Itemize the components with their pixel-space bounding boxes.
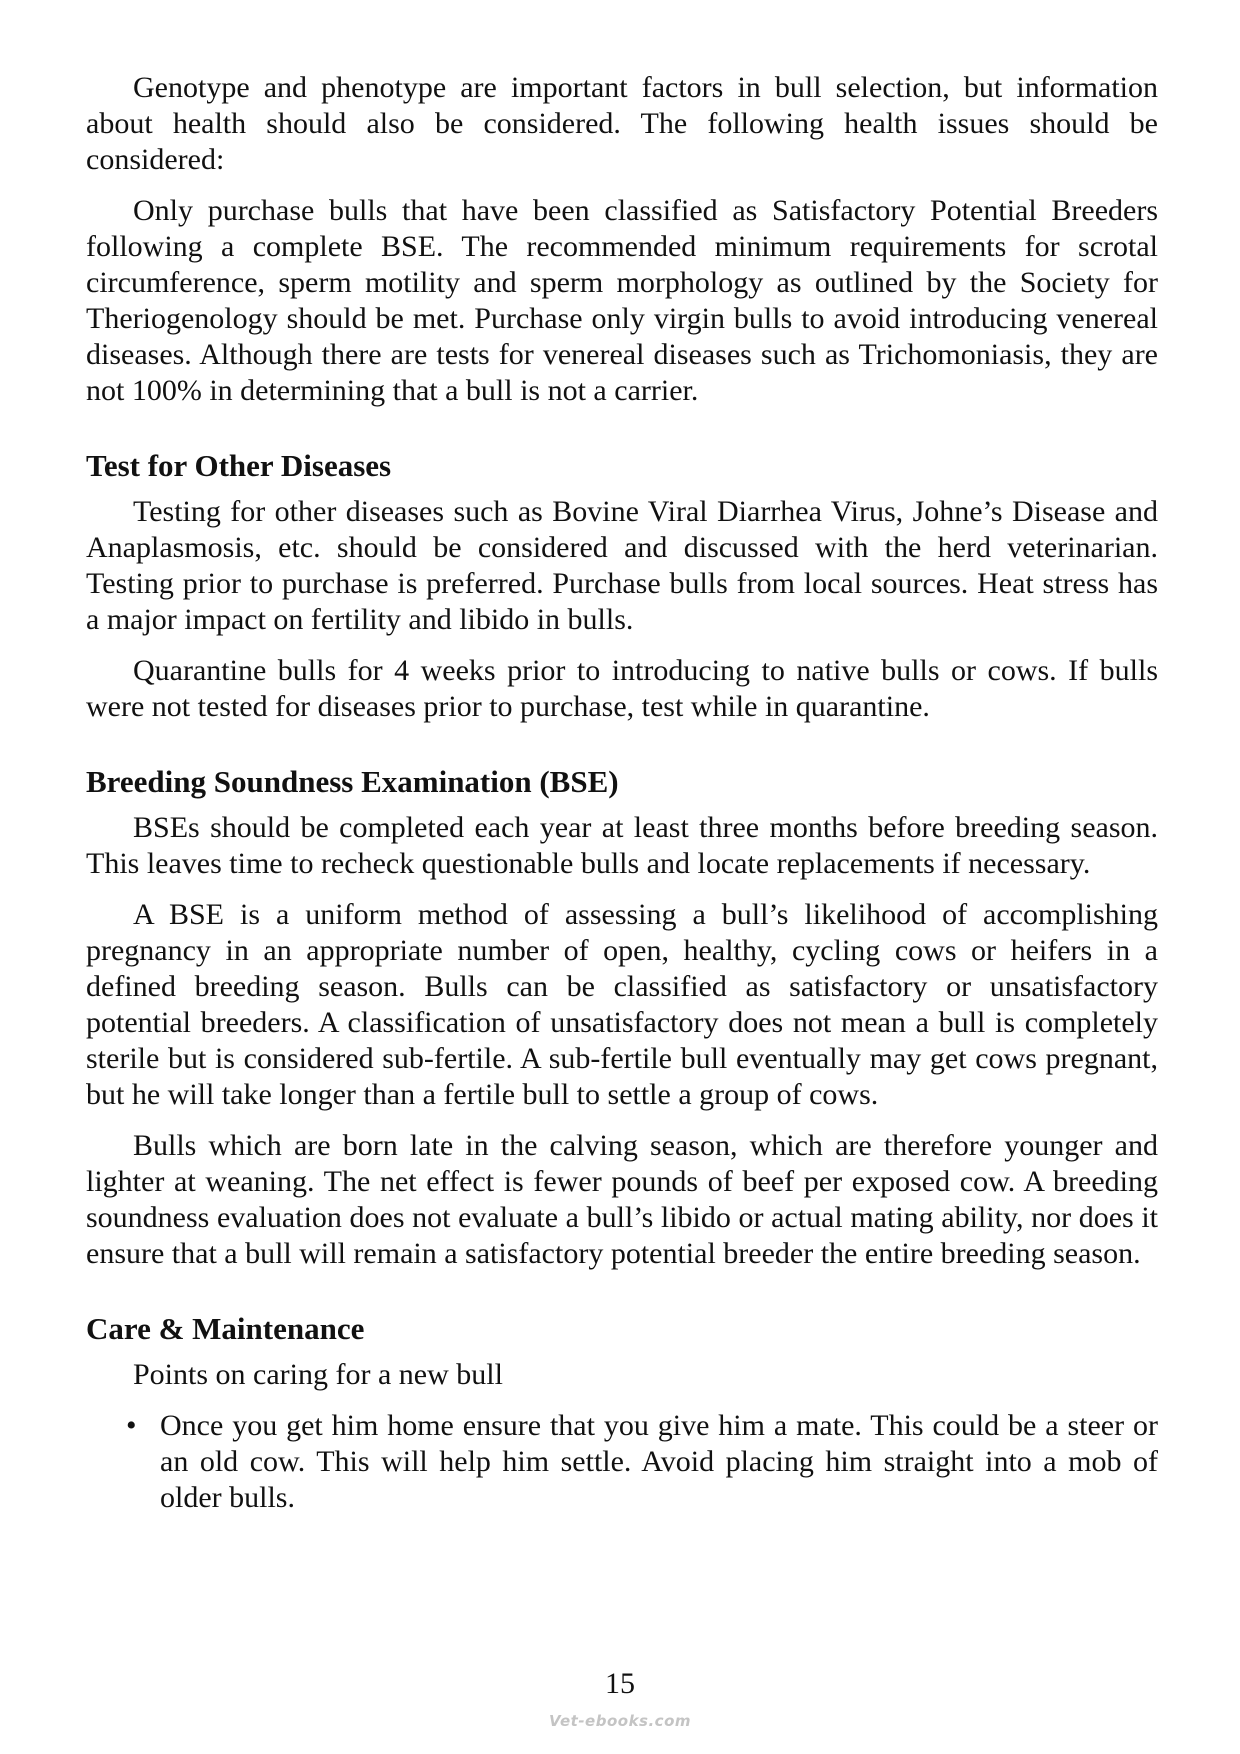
- bse-paragraph-1: BSEs should be completed each year at least three months before breeding season. This leaves time to recheck questionable bulls and locate replacements if necessary.: [86, 811, 1158, 880]
- section-heading-test-diseases: Test for Other Diseases: [86, 448, 392, 483]
- test-diseases-paragraph-1: Testing for other diseases such as Bovine Viral Diarrhea Virus, Johne’s Disease and Anaplasmosis, etc. should be considered and discussed with the herd veterinarian. Testing prior to purchase is preferred. Purchase bulls from local sources. Heat stress has a major impact on fertility and libido in bulls.: [86, 495, 1158, 636]
- bse-paragraph-3: Bulls which are born late in the calving season, which are therefore younger and lighter at weaning. The net effect is fewer pounds of beef per exposed cow. A breeding soundness evaluation does not evaluate a bull’s libido or actual mating ability, nor does it ensure that a bull will remain a satisfactory potential breeder the entire breeding season.: [86, 1129, 1158, 1270]
- section-heading-care: Care & Maintenance: [86, 1311, 365, 1346]
- page-content: [86, 70, 1158, 1516]
- care-bullet-item: [86, 1408, 1158, 1516]
- bullet-icon: •: [126, 1409, 137, 1442]
- care-bullet-list: [86, 1408, 1158, 1516]
- care-lead-text: Points on caring for a new bull: [133, 1358, 503, 1391]
- test-diseases-paragraph-2: Quarantine bulls for 4 weeks prior to introducing to native bulls or cows. If bulls were not tested for diseases prior to purchase, test while in quarantine.: [86, 654, 1158, 723]
- intro-paragraph-1: Genotype and phenotype are important factors in bull selection, but information about health should also be considered. The following health issues should be considered:: [86, 71, 1158, 176]
- section-heading-bse: Breeding Soundness Examination (BSE): [86, 764, 619, 799]
- care-bullet-text: Once you get him home ensure that you give him a mate. This could be a steer or an old cow. This will help him settle. Avoid placing him straight into a mob of older bulls.: [160, 1409, 1158, 1514]
- watermark-logo: Vet-ebooks.com: [548, 1712, 692, 1730]
- bse-paragraph-2: A BSE is a uniform method of assessing a bull’s likelihood of accomplishing pregnancy in an appropriate number of open, healthy, cycling cows or heifers in a defined breeding season. Bulls can be classified as satisfactory or unsatisfactory potential breeders. A classification of unsatisfactory does not mean a bull is completely sterile but is considered sub-fertile. A sub-fertile bull eventually may get cows pregnant, but he will take longer than a fertile bull to settle a group of cows.: [86, 898, 1158, 1111]
- intro-paragraph-2: Only purchase bulls that have been classified as Satisfactory Potential Breeders following a complete BSE. The recommended minimum requirements for scrotal circumference, sperm motility and sperm morphology as outlined by the Society for Theriogenology should be met. Purchase only virgin bulls to avoid introducing venereal diseases. Although there are tests for venereal diseases such as Trichomoniasis, they are not 100% in determining that a bull is not a carrier.: [86, 194, 1158, 407]
- page-number: 15: [605, 1667, 635, 1700]
